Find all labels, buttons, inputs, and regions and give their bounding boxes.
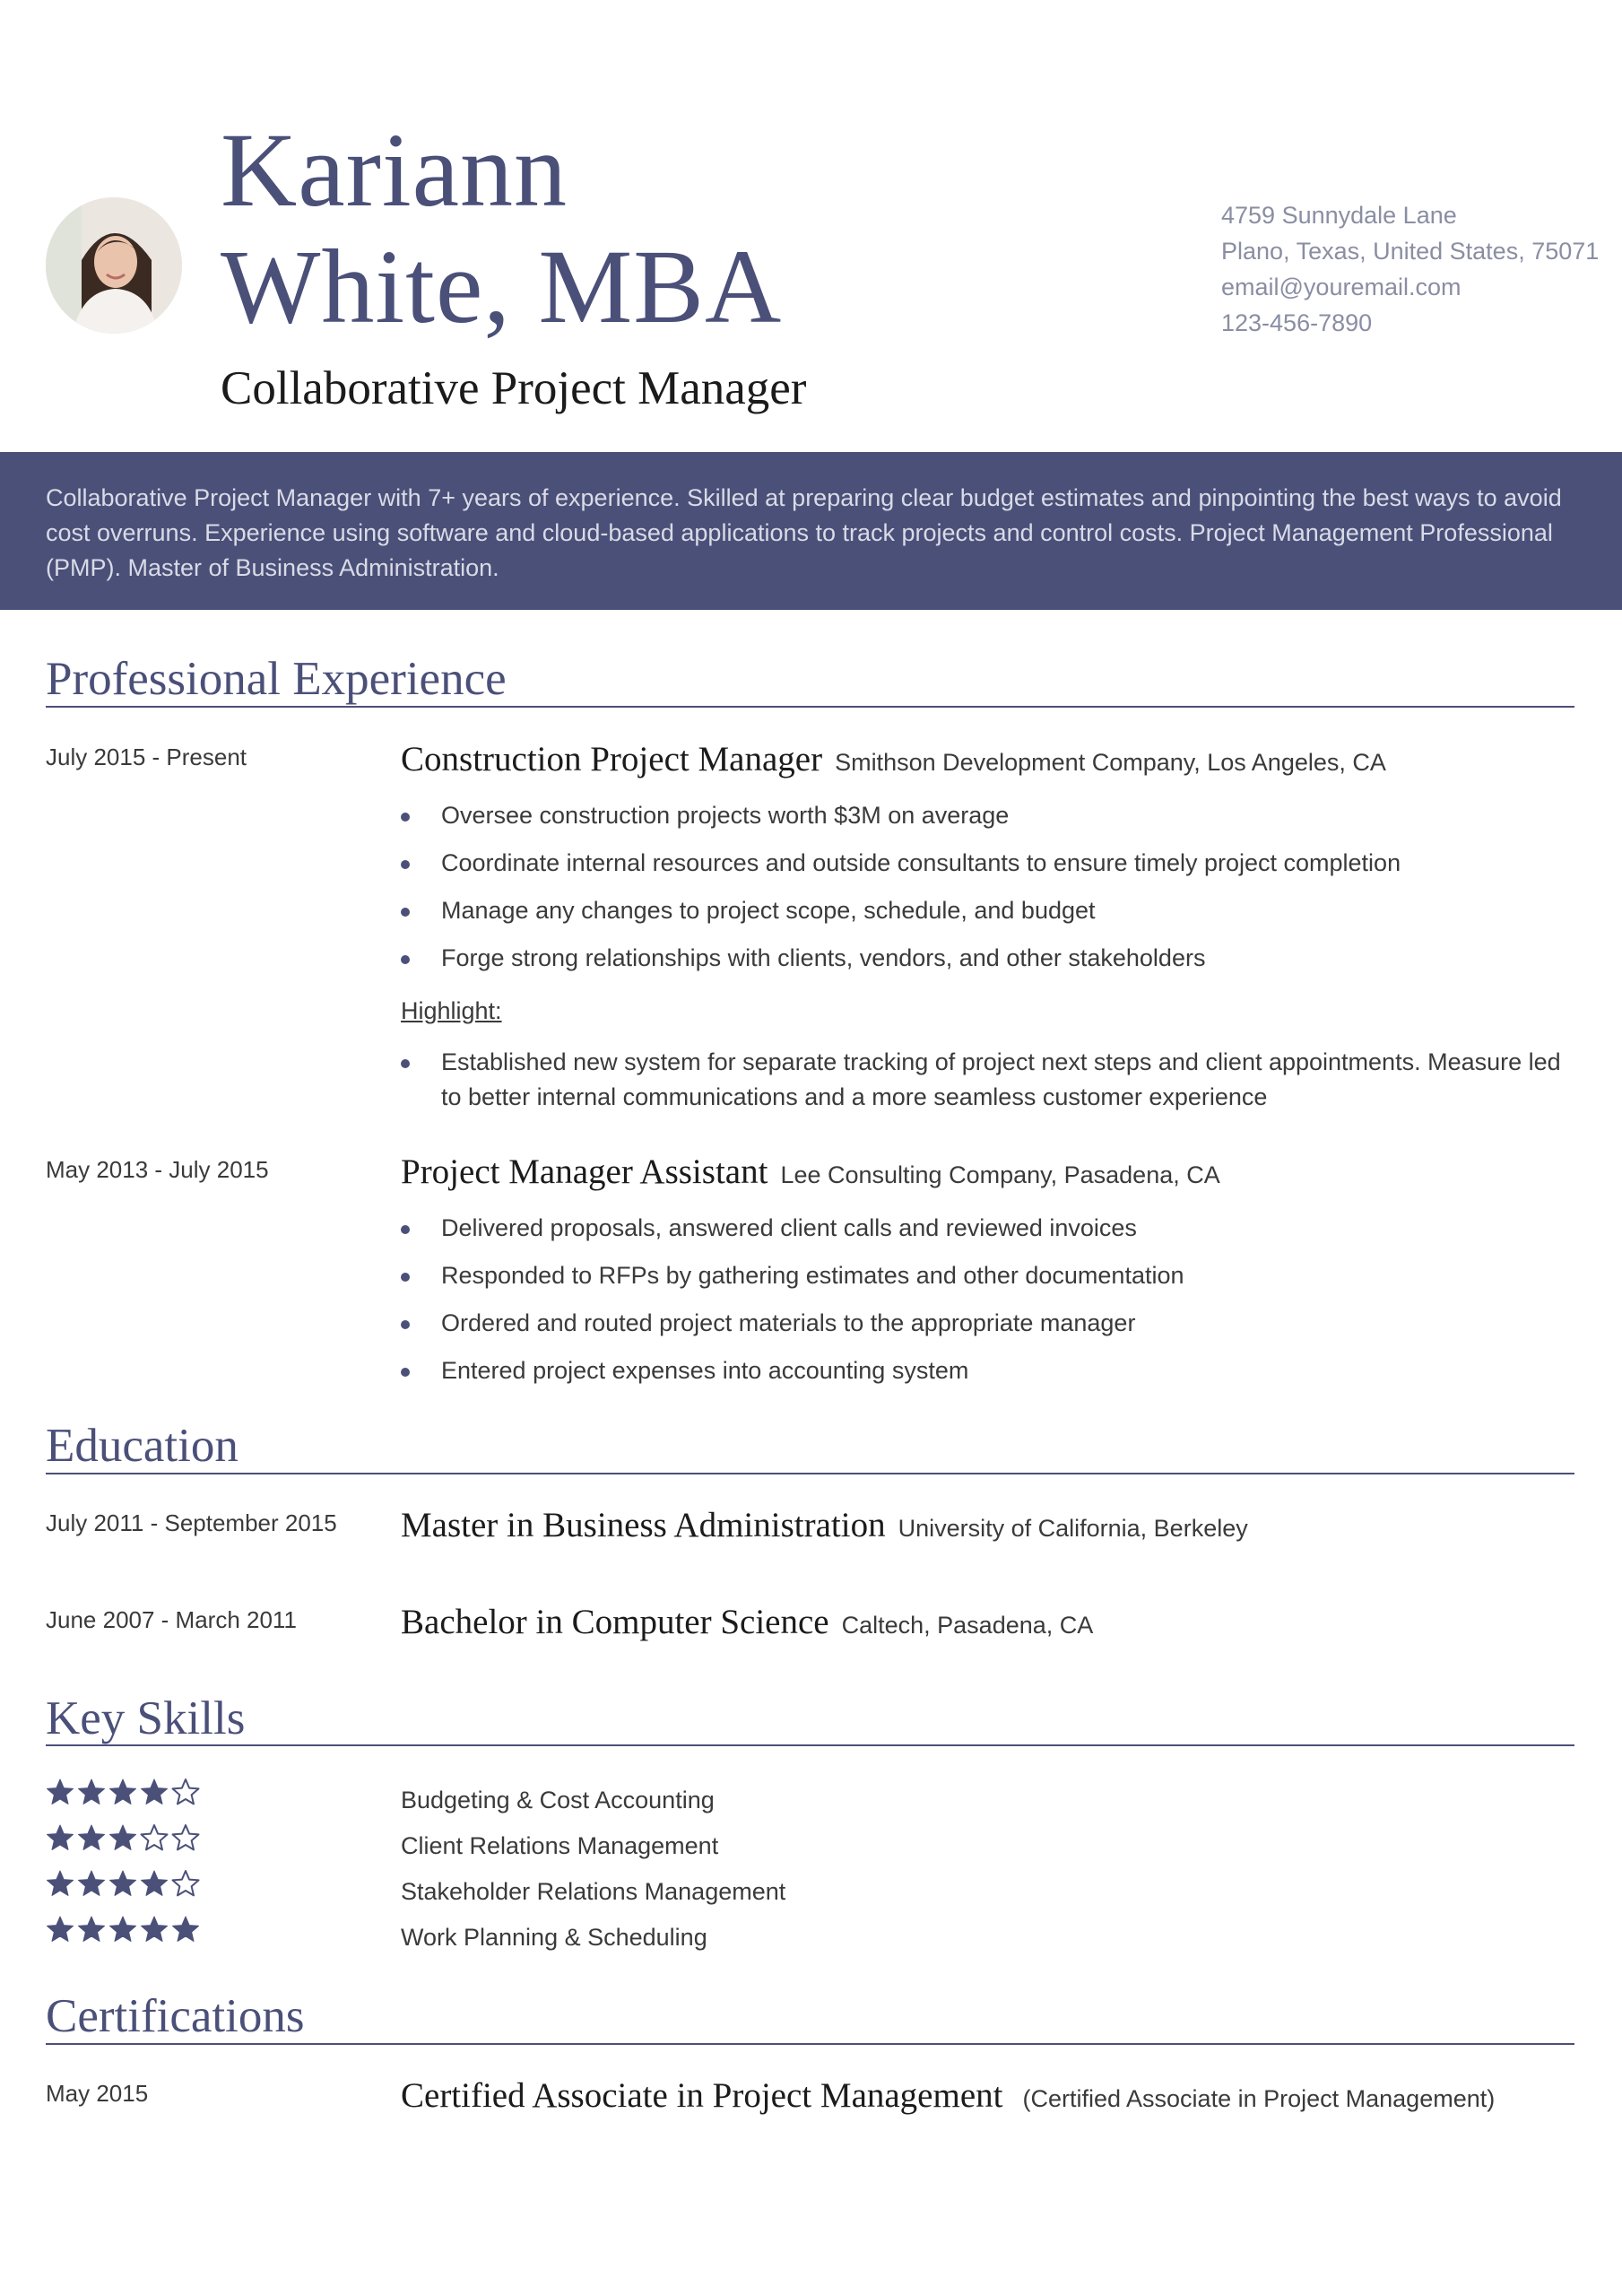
section-divider: [46, 1473, 1574, 1474]
education-header: [401, 1503, 1248, 1551]
star-filled-icon: [108, 1823, 137, 1852]
list-item: Ordered and routed project materials to the appropriate manager: [401, 1306, 1566, 1341]
job-header: [401, 1150, 1220, 1197]
skill-rating: [46, 1869, 200, 1898]
education-degree: Master in Business Administration: [401, 1506, 886, 1544]
star-filled-icon: [108, 1915, 137, 1944]
list-item: Forge strong relationships with clients, vendors, and other stakeholders: [401, 941, 1566, 976]
star-filled-icon: [108, 1778, 137, 1806]
education-degree: Bachelor in Computer Science: [401, 1603, 829, 1641]
certification-name: Certified Associate in Project Management: [401, 2076, 1003, 2115]
job-dates: May 2013 - July 2015: [46, 1156, 269, 1183]
highlight-bullets: [401, 1045, 1566, 1127]
job-header: [401, 737, 1386, 785]
section-title-skills: Key Skills: [46, 1692, 246, 1744]
skill-name: Stakeholder Relations Management: [401, 1878, 786, 1905]
list-item: Entered project expenses into accounting system: [401, 1353, 1566, 1388]
star-filled-icon: [140, 1915, 169, 1944]
education-dates: July 2011 - September 2015: [46, 1509, 337, 1536]
skill-name: Client Relations Management: [401, 1832, 719, 1859]
section-divider: [46, 706, 1574, 708]
section-title-education: Education: [46, 1420, 239, 1472]
skill-rating: [46, 1778, 200, 1806]
section-title-certifications: Certifications: [46, 1990, 305, 2042]
summary-text: Collaborative Project Manager with 7+ years of experience. Skilled at preparing clear budget estimates and pinpointing the best ways to avoid cost overruns. Experience using software and cloud-based applications to track projects and control costs. Project Management Professional (PMP). Master of Business Administration.: [46, 484, 1562, 581]
star-empty-icon: [171, 1823, 200, 1852]
contact-block: [1221, 197, 1599, 341]
job-dates: July 2015 - Present: [46, 744, 247, 770]
summary-band: [0, 452, 1622, 610]
job-role: Project Manager Assistant: [401, 1152, 768, 1191]
star-filled-icon: [140, 1778, 169, 1806]
section-title-experience: Professional Experience: [46, 653, 507, 705]
job-org: Smithson Development Company, Los Angeles, CA: [835, 749, 1386, 776]
star-filled-icon: [46, 1823, 74, 1852]
contact-phone[interactable]: 123-456-7890: [1221, 309, 1373, 336]
job-bullets: [401, 798, 1566, 988]
job-bullets: [401, 1211, 1566, 1401]
skill-name: Budgeting & Cost Accounting: [401, 1787, 715, 1813]
section-divider: [46, 2043, 1574, 2045]
star-filled-icon: [46, 1869, 74, 1898]
candidate-name: [221, 112, 782, 345]
list-item: Responded to RFPs by gathering estimates and other documentation: [401, 1258, 1566, 1293]
star-filled-icon: [46, 1778, 74, 1806]
star-filled-icon: [77, 1778, 106, 1806]
list-item: Oversee construction projects worth $3M on average: [401, 798, 1566, 833]
star-empty-icon: [171, 1869, 200, 1898]
skill-name: Work Planning & Scheduling: [401, 1924, 707, 1951]
section-divider: [46, 1744, 1574, 1746]
star-filled-icon: [140, 1869, 169, 1898]
certification-note: (Certified Associate in Project Management): [1022, 2085, 1496, 2112]
education-dates: June 2007 - March 2011: [46, 1606, 297, 1633]
contact-email[interactable]: email@youremail.com: [1221, 274, 1462, 300]
job-role: Construction Project Manager: [401, 740, 823, 778]
skill-rating: [46, 1823, 200, 1852]
highlight-label: Highlight:: [401, 997, 502, 1024]
star-filled-icon: [77, 1869, 106, 1898]
contact-address: 4759 Sunnydale Lane: [1221, 202, 1457, 229]
list-item: Coordinate internal resources and outside consultants to ensure timely project completion: [401, 846, 1566, 881]
certification-header: [401, 2074, 1495, 2121]
star-filled-icon: [108, 1869, 137, 1898]
list-item: Delivered proposals, answered client calls and reviewed invoices: [401, 1211, 1566, 1246]
person-portrait-icon: [46, 197, 182, 334]
star-empty-icon: [140, 1823, 169, 1852]
star-empty-icon: [171, 1778, 200, 1806]
education-school: Caltech, Pasadena, CA: [841, 1612, 1094, 1639]
name-line-last: White, MBA: [221, 228, 783, 345]
skill-rating: [46, 1915, 200, 1944]
headline-title: Collaborative Project Manager: [221, 362, 807, 414]
star-filled-icon: [77, 1823, 106, 1852]
name-line-first: Kariann: [221, 111, 568, 229]
job-org: Lee Consulting Company, Pasadena, CA: [780, 1161, 1220, 1188]
education-header: [401, 1600, 1093, 1648]
list-item: Established new system for separate tracking of project next steps and client appointments. Measure led to better internal communications and a more seamless customer experience: [401, 1045, 1566, 1115]
list-item: Manage any changes to project scope, schedule, and budget: [401, 893, 1566, 928]
star-filled-icon: [77, 1915, 106, 1944]
contact-city: Plano, Texas, United States, 75071: [1221, 238, 1600, 265]
certification-date: May 2015: [46, 2080, 149, 2107]
star-filled-icon: [171, 1915, 200, 1944]
profile-photo: [46, 197, 182, 334]
star-filled-icon: [46, 1915, 74, 1944]
education-school: University of California, Berkeley: [898, 1515, 1248, 1542]
